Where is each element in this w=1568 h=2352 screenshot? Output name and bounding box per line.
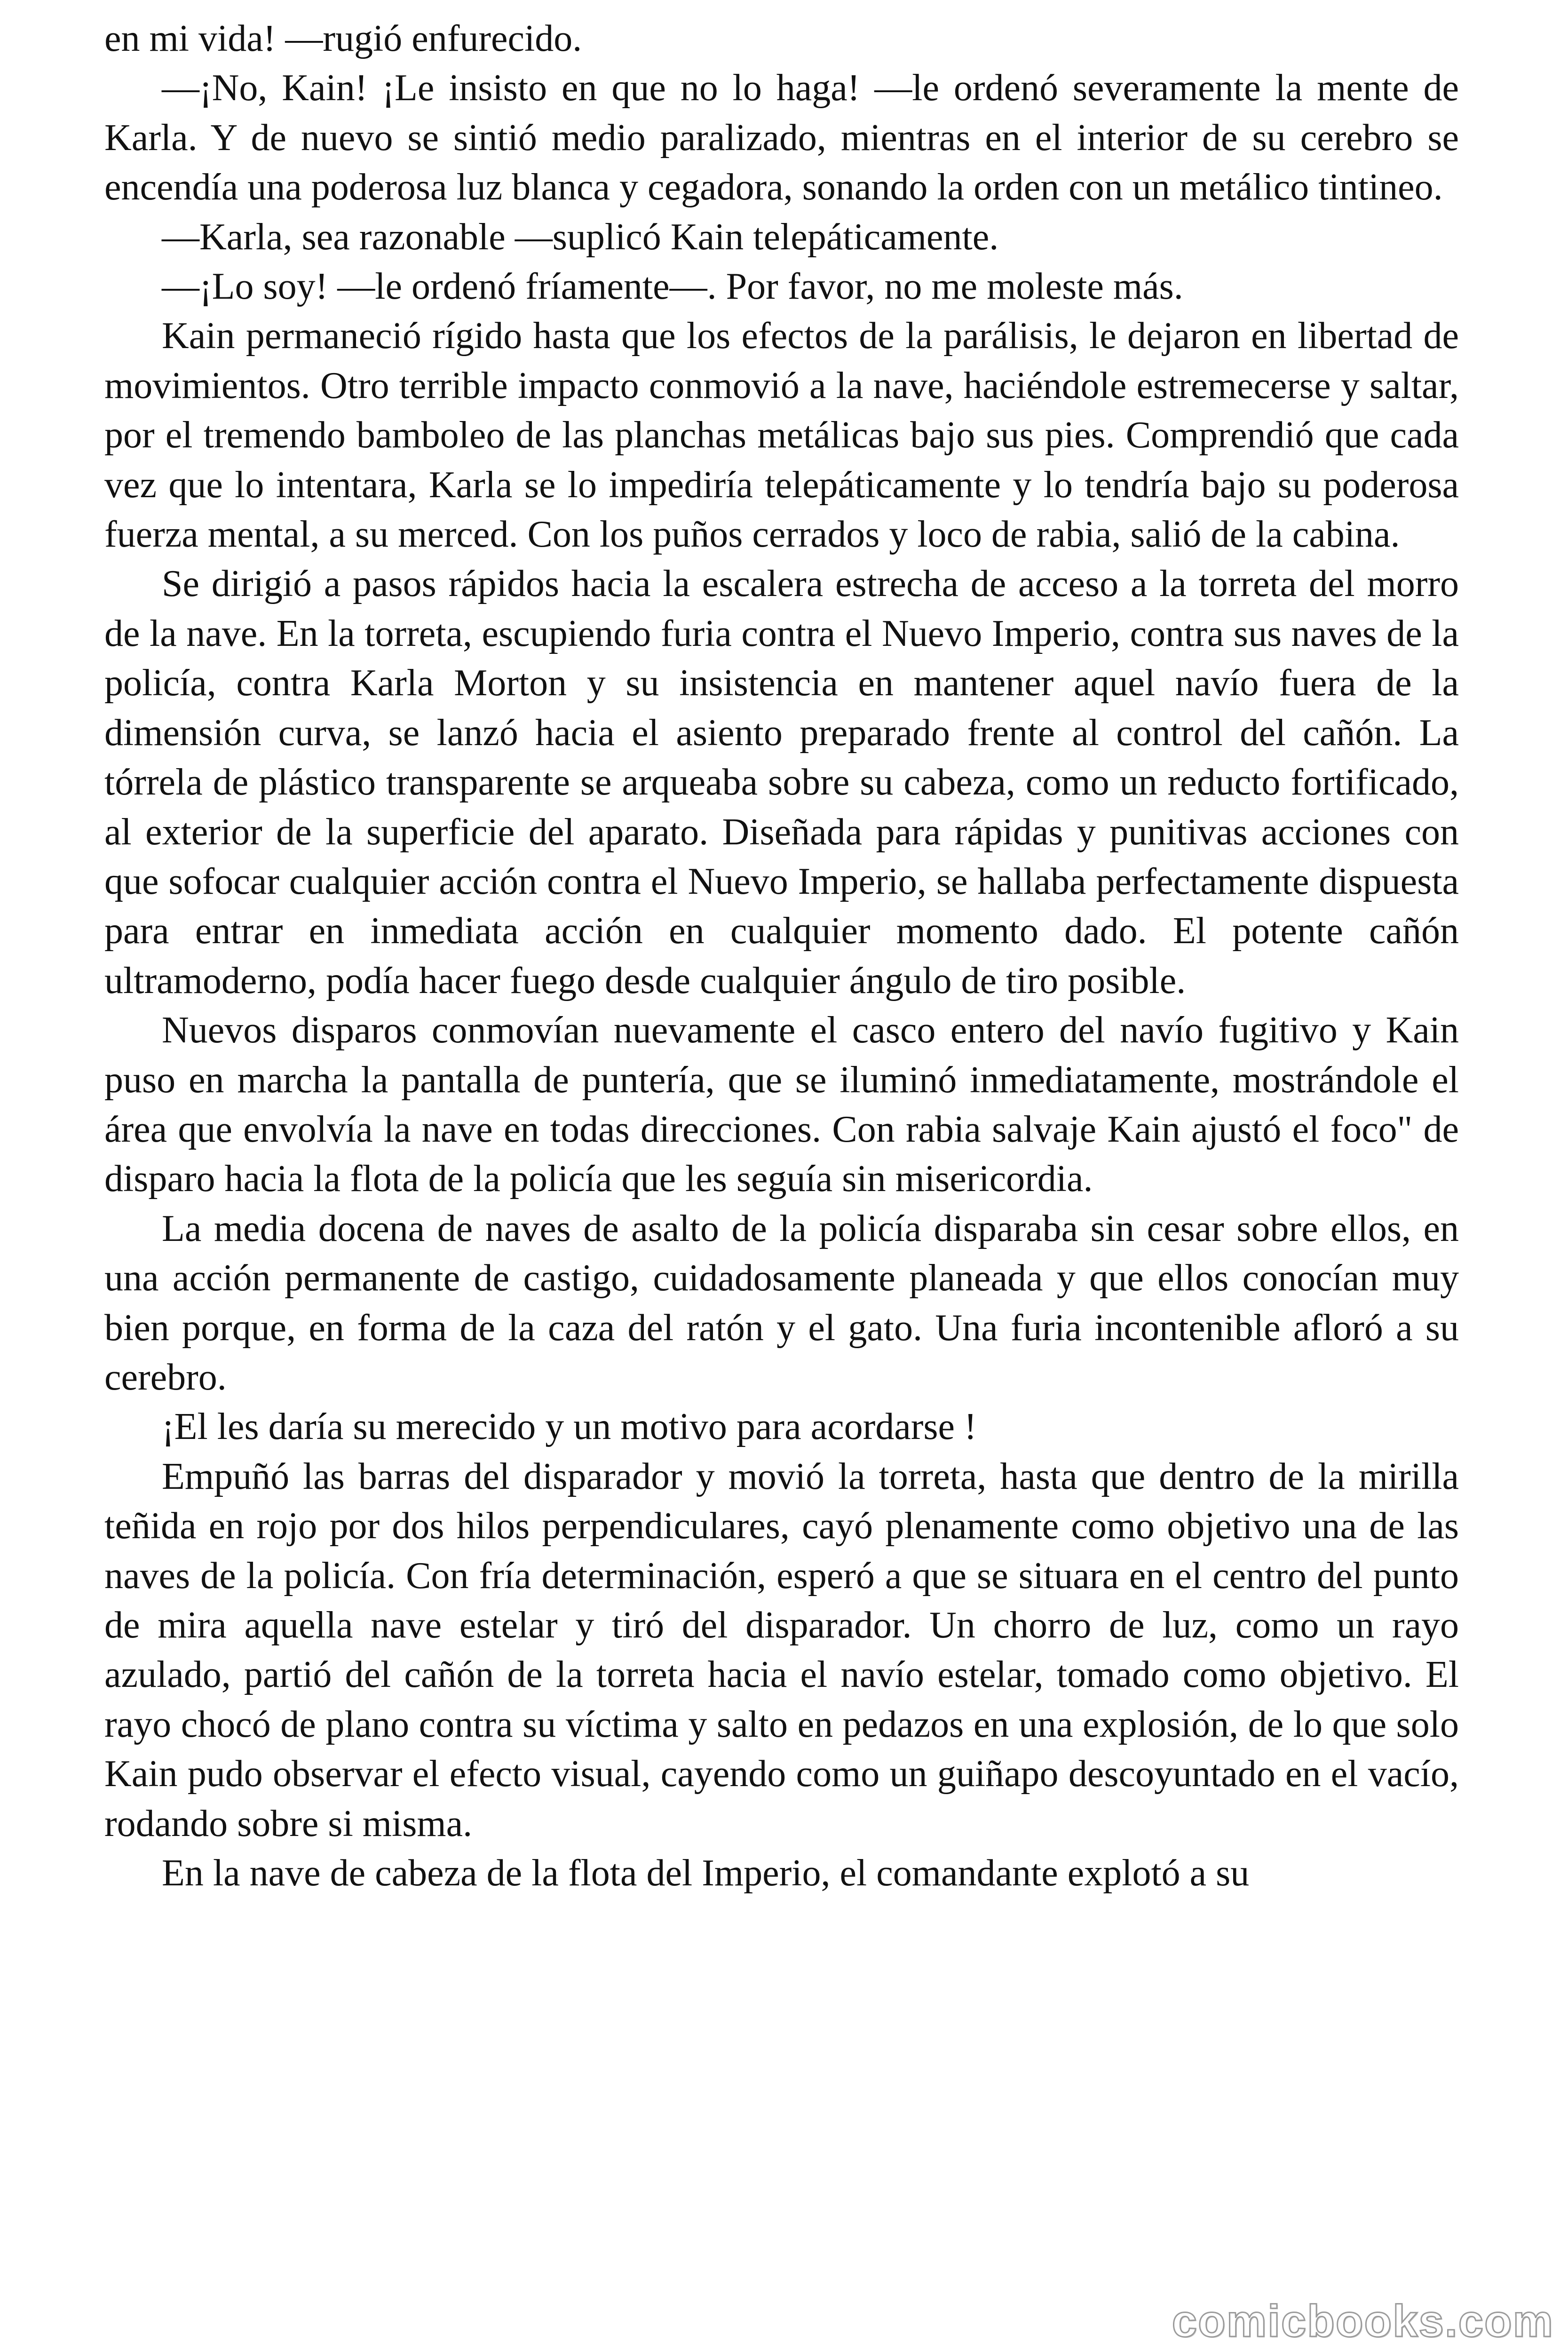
paragraph: En la nave de cabeza de la flota del Imperio, el comandante explotó a su	[162, 1852, 1250, 1894]
paragraph: —¡No, Kain! ¡Le insisto en que no lo haga! —le ordenó severamente la mente de Karla. Y de nuevo se sintió medio paralizado, mientras en el interior de su cerebro se encendía una poderosa luz blanca y cegadora, sonando la orden con un metálico tintineo.	[104, 67, 1459, 208]
paragraph: —¡Lo soy! —le ordenó fríamente—. Por favor, no me moleste más.	[162, 266, 1183, 308]
paragraph: —Karla, sea razonable —suplicó Kain telepáticamente.	[162, 216, 999, 258]
paragraph: La media docena de naves de asalto de la policía disparaba sin cesar sobre ellos, en una acción permanente de castigo, cuidadosamente planeada y que ellos conocían muy bien porque, en forma de la caza del ratón y el gato. Una furia incontenible afloró a su cerebro.	[104, 1208, 1459, 1398]
body-text	[104, 14, 1459, 1898]
paragraph: Se dirigió a pasos rápidos hacia la escalera estrecha de acceso a la torreta del morro de la nave. En la torreta, escupiendo furia contra el Nuevo Imperio, contra sus naves de la policía, contra Karla Morton y su insistencia en mantener aquel navío fuera de la dimensión curva, se lanzó hacia el asiento preparado frente al control del cañón. La tórrela de plástico transparente se arqueaba sobre su cabeza, como un reducto fortificado, al exterior de la superficie del aparato. Diseñada para rápidas y punitivas acciones con que sofocar cualquier acción contra el Nuevo Imperio, se hallaba perfectamente dispuesta para entrar en inmediata acción en cualquier momento dado. El potente cañón ultramoderno, podía hacer fuego desde cualquier ángulo de tiro posible.	[104, 563, 1459, 1001]
paragraph: en mi vida! —rugió enfurecido.	[104, 18, 582, 59]
paragraph: Empuñó las barras del disparador y movió la torreta, hasta que dentro de la mirilla teñida en rojo por dos hilos perpendiculares, cayó plenamente como objetivo una de las naves de la policía. Con fría determinación, esperó a que se situara en el centro del punto de mira aquella nave estelar y tiró del disparador. Un chorro de luz, como un rayo azulado, partió del cañón de la torreta hacia el navío estelar, tomado como objetivo. El rayo chocó de plano contra su víctima y salto en pedazos en una explosión, de lo que solo Kain pudo observar el efecto visual, cayendo como un guiñapo descoyuntado en el vacío, rodando sobre si misma.	[104, 1455, 1459, 1844]
paragraph: Kain permaneció rígido hasta que los efectos de la parálisis, le dejaron en libertad de movimientos. Otro terrible impacto conmovió a la nave, haciéndole estremecerse y saltar, por el tremendo bamboleo de las planchas metálicas bajo sus pies. Comprendió que cada vez que lo intentara, Karla se lo impediría telepáticamente y lo tendría bajo su poderosa fuerza mental, a su merced. Con los puños cerrados y loco de rabia, salió de la cabina.	[104, 315, 1459, 556]
watermark-logo: comicbooks.com	[1172, 2296, 1554, 2346]
paragraph: ¡El les daría su merecido y un motivo para acordarse !	[162, 1406, 977, 1448]
paragraph: Nuevos disparos conmovían nuevamente el casco entero del navío fugitivo y Kain puso en marcha la pantalla de puntería, que se iluminó inmediatamente, mostrándole el área que envolvía la nave en todas direcciones. Con rabia salvaje Kain ajustó el foco" de disparo hacia la flota de la policía que les seguía sin misericordia.	[104, 1009, 1459, 1200]
